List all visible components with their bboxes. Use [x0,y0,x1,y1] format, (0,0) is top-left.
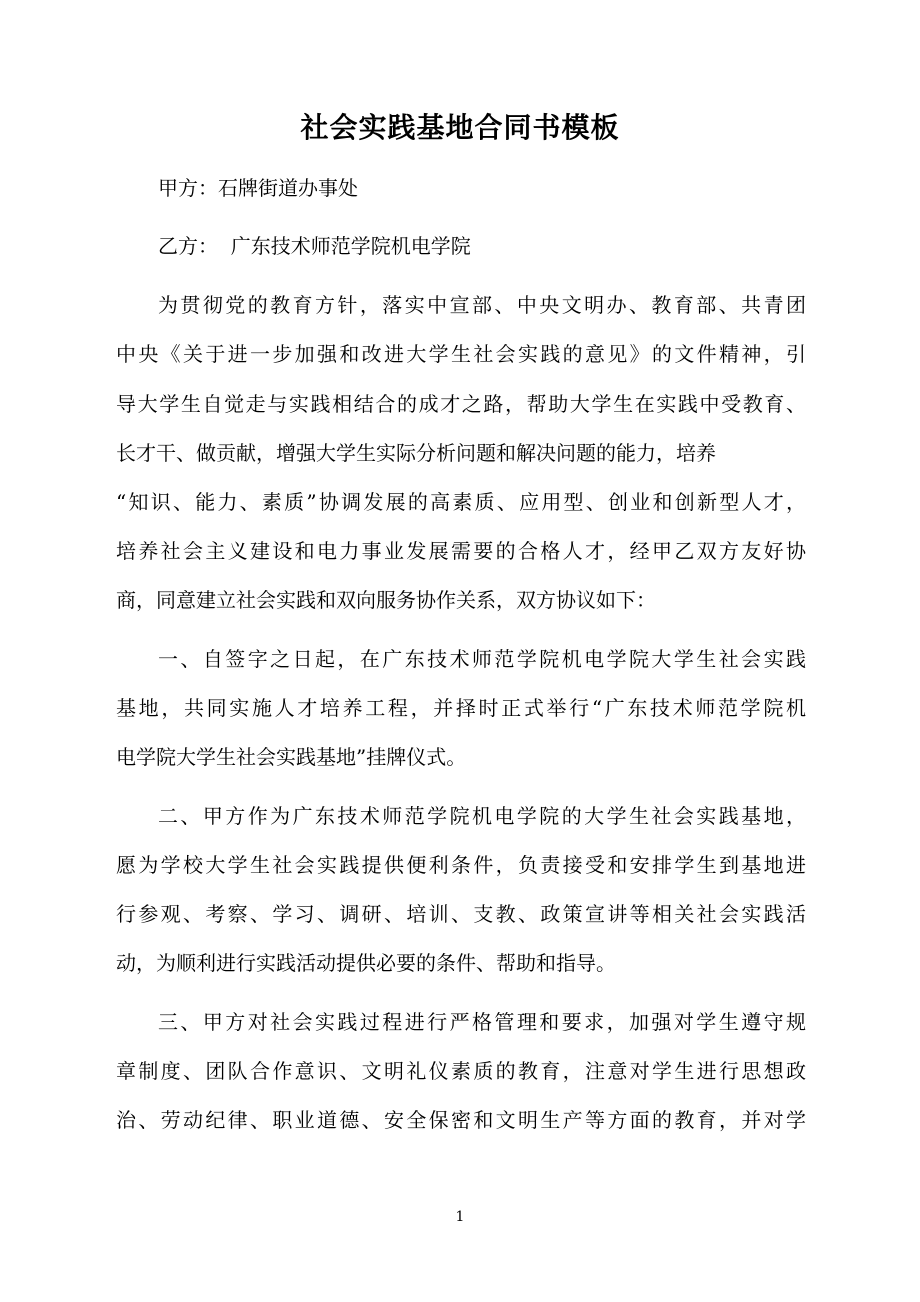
clause-2-line-1: 二、甲方作为广东技术师范学院机电学院的大学生社会实践基地， [158,804,806,828]
preamble-line-2: 中央《关于进一步加强和改进大学生社会实践的意见》的文件精神，引 [116,342,806,366]
page-number: 1 [455,1209,465,1225]
clause-1-line-1: 一、自签字之日起，在广东技术师范学院机电学院大学生社会实践 [158,647,806,671]
document-title: 社会实践基地合同书模板 [300,111,620,144]
clause-3-line-3: 治、劳动纪律、职业道德、安全保密和文明生产等方面的教育，并对学 [116,1108,806,1132]
clause-1-line-3: 电学院大学生社会实践基地”挂牌仪式。 [116,745,467,769]
preamble-line-4: 长才干、做贡献，增强大学生实际分析问题和解决问题的能力，培养 [116,441,716,465]
clause-3-line-2: 章制度、团队合作意识、文明礼仪素质的教育，注意对学生进行思想政 [116,1059,806,1083]
preamble-line-7: 商，同意建立社会实践和双向服务协作关系，双方协议如下： [116,588,656,612]
clause-3-line-1: 三、甲方对社会实践过程进行严格管理和要求，加强对学生遵守规 [158,1010,806,1034]
clause-2-line-3: 行参观、考察、学习、调研、培训、支教、政策宣讲等相关社会实践活 [116,902,806,926]
clause-1-line-2: 基地，共同实施人才培养工程，并择时正式举行“广东技术师范学院机 [116,696,806,720]
preamble-line-3: 导大学生自觉走与实践相结合的成才之路，帮助大学生在实践中受教育、 [116,392,806,416]
preamble-line-5: “知识、能力、素质”协调发展的高素质、应用型、创业和创新型人才， [116,490,806,514]
preamble-line-6: 培养社会主义建设和电力事业发展需要的合格人才，经甲乙双方友好协 [116,539,806,563]
party-b-line: 乙方： 广东技术师范学院机电学院 [158,234,471,258]
party-a-line: 甲方：石牌街道办事处 [158,176,358,200]
clause-2-line-4: 动，为顺利进行实践活动提供必要的条件、帮助和指导。 [116,951,616,975]
preamble-line-1: 为贯彻党的教育方针，落实中宣部、中央文明办、教育部、共青团 [158,293,806,317]
clause-2-line-2: 愿为学校大学生社会实践提供便利条件，负责接受和安排学生到基地进 [116,853,806,877]
